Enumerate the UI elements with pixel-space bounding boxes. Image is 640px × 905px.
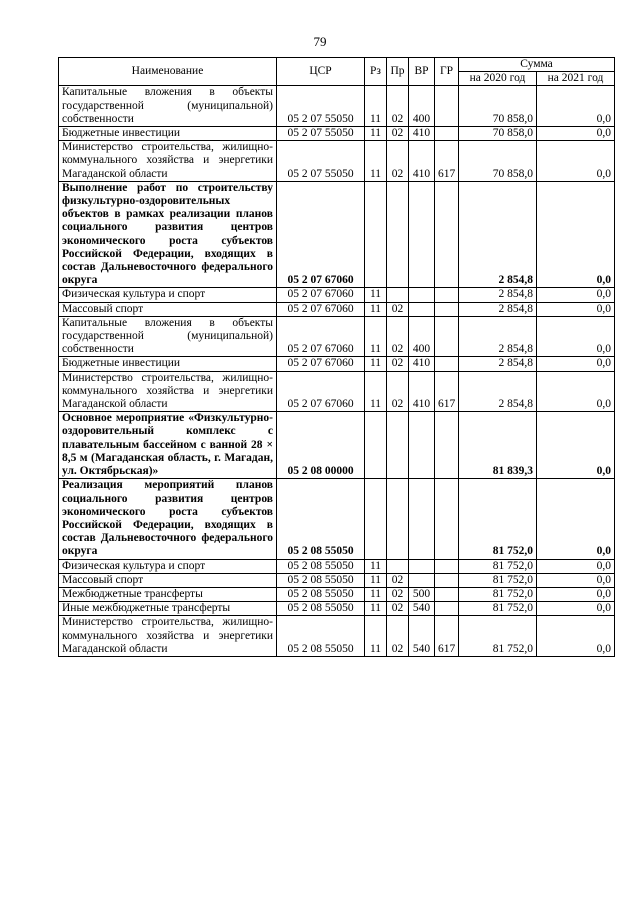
cell-sum-2020: 2 854,8 bbox=[459, 288, 537, 302]
cell-sum-2021: 0,0 bbox=[537, 559, 615, 573]
header-pr: Пр bbox=[387, 58, 409, 86]
cell-gr bbox=[435, 602, 459, 616]
cell-sum-2020: 2 854,8 bbox=[459, 302, 537, 316]
cell-vr bbox=[409, 181, 435, 288]
cell-sum-2021: 0,0 bbox=[537, 412, 615, 479]
header-name: Наименование bbox=[59, 58, 277, 86]
cell-gr bbox=[435, 559, 459, 573]
cell-csr: 05 2 07 55050 bbox=[277, 141, 365, 182]
cell-gr bbox=[435, 302, 459, 316]
table-row bbox=[59, 288, 615, 302]
cell-gr bbox=[435, 86, 459, 127]
table-row bbox=[59, 559, 615, 573]
cell-csr: 05 2 08 55050 bbox=[277, 573, 365, 587]
table-row bbox=[59, 412, 615, 479]
table-row bbox=[59, 616, 615, 657]
cell-vr: 410 bbox=[409, 127, 435, 141]
cell-sum-2020: 70 858,0 bbox=[459, 127, 537, 141]
cell-gr bbox=[435, 412, 459, 479]
cell-pr: 02 bbox=[387, 573, 409, 587]
cell-pr: 02 bbox=[387, 616, 409, 657]
cell-pr: 02 bbox=[387, 316, 409, 357]
cell-csr: 05 2 07 67060 bbox=[277, 302, 365, 316]
cell-gr bbox=[435, 357, 459, 371]
header-year-2021: на 2021 год bbox=[537, 72, 615, 86]
cell-pr: 02 bbox=[387, 127, 409, 141]
cell-vr bbox=[409, 479, 435, 559]
cell-name: Выполнение работ по строительству физкультурно-оздоровительных объектов в рамках реализации планов социального развития центров экономического роста субъектов Российской Федерации, входящих в состав Дальневосточного федерального округа bbox=[59, 181, 277, 288]
cell-rz bbox=[365, 412, 387, 479]
table-row bbox=[59, 181, 615, 288]
cell-name: Министерство строительства, жилищно-коммунального хозяйства и энергетики Магаданской области bbox=[59, 371, 277, 412]
cell-sum-2021: 0,0 bbox=[537, 602, 615, 616]
cell-rz: 11 bbox=[365, 302, 387, 316]
table-row bbox=[59, 316, 615, 357]
cell-pr bbox=[387, 288, 409, 302]
table-row bbox=[59, 127, 615, 141]
cell-vr: 400 bbox=[409, 316, 435, 357]
cell-csr: 05 2 08 55050 bbox=[277, 587, 365, 601]
table-row bbox=[59, 602, 615, 616]
cell-rz: 11 bbox=[365, 288, 387, 302]
cell-vr: 410 bbox=[409, 141, 435, 182]
cell-rz: 11 bbox=[365, 371, 387, 412]
header-rz: Рз bbox=[365, 58, 387, 86]
cell-sum-2020: 81 752,0 bbox=[459, 616, 537, 657]
cell-vr bbox=[409, 412, 435, 479]
cell-pr bbox=[387, 479, 409, 559]
cell-csr: 05 2 07 67060 bbox=[277, 371, 365, 412]
cell-sum-2021: 0,0 bbox=[537, 616, 615, 657]
cell-sum-2021: 0,0 bbox=[537, 141, 615, 182]
cell-pr: 02 bbox=[387, 141, 409, 182]
cell-name: Бюджетные инвестиции bbox=[59, 127, 277, 141]
header-sum: Сумма bbox=[459, 58, 615, 72]
cell-rz bbox=[365, 479, 387, 559]
table-row bbox=[59, 141, 615, 182]
cell-sum-2021: 0,0 bbox=[537, 573, 615, 587]
cell-rz: 11 bbox=[365, 141, 387, 182]
cell-vr bbox=[409, 559, 435, 573]
cell-rz: 11 bbox=[365, 602, 387, 616]
cell-csr: 05 2 08 00000 bbox=[277, 412, 365, 479]
cell-name: Основное мероприятие «Физкультурно-оздоровительный комплекс с плавательным бассейном с ванной 28 × 8,5 м (Магаданская область, г. Магадан, ул. Октябрьская)» bbox=[59, 412, 277, 479]
cell-sum-2021: 0,0 bbox=[537, 181, 615, 288]
cell-pr: 02 bbox=[387, 602, 409, 616]
cell-rz: 11 bbox=[365, 127, 387, 141]
table-header bbox=[59, 58, 615, 86]
cell-sum-2021: 0,0 bbox=[537, 587, 615, 601]
cell-csr: 05 2 08 55050 bbox=[277, 602, 365, 616]
cell-gr bbox=[435, 587, 459, 601]
cell-gr bbox=[435, 316, 459, 357]
cell-sum-2020: 70 858,0 bbox=[459, 141, 537, 182]
cell-sum-2020: 81 752,0 bbox=[459, 559, 537, 573]
cell-rz bbox=[365, 181, 387, 288]
cell-csr: 05 2 07 67060 bbox=[277, 357, 365, 371]
cell-name: Министерство строительства, жилищно-коммунального хозяйства и энергетики Магаданской области bbox=[59, 141, 277, 182]
header-vr: ВР bbox=[409, 58, 435, 86]
cell-rz: 11 bbox=[365, 616, 387, 657]
cell-name: Реализация мероприятий планов социального развития центров экономического роста субъектов Российской Федерации, входящих в состав Дальневосточного федерального округа bbox=[59, 479, 277, 559]
cell-vr: 500 bbox=[409, 587, 435, 601]
cell-sum-2021: 0,0 bbox=[537, 357, 615, 371]
cell-csr: 05 2 07 67060 bbox=[277, 181, 365, 288]
cell-csr: 05 2 08 55050 bbox=[277, 479, 365, 559]
cell-pr: 02 bbox=[387, 86, 409, 127]
cell-rz: 11 bbox=[365, 86, 387, 127]
cell-name: Капитальные вложения в объекты государственной (муниципальной) собственности bbox=[59, 316, 277, 357]
cell-gr: 617 bbox=[435, 141, 459, 182]
cell-pr: 02 bbox=[387, 587, 409, 601]
cell-sum-2020: 81 752,0 bbox=[459, 573, 537, 587]
cell-pr bbox=[387, 181, 409, 288]
cell-vr bbox=[409, 288, 435, 302]
cell-pr: 02 bbox=[387, 371, 409, 412]
cell-vr: 410 bbox=[409, 357, 435, 371]
cell-sum-2020: 2 854,8 bbox=[459, 316, 537, 357]
header-csr: ЦСР bbox=[277, 58, 365, 86]
cell-name: Капитальные вложения в объекты государственной (муниципальной) собственности bbox=[59, 86, 277, 127]
cell-name: Иные межбюджетные трансферты bbox=[59, 602, 277, 616]
cell-pr bbox=[387, 559, 409, 573]
cell-csr: 05 2 08 55050 bbox=[277, 616, 365, 657]
cell-pr bbox=[387, 412, 409, 479]
cell-name: Физическая культура и спорт bbox=[59, 559, 277, 573]
cell-rz: 11 bbox=[365, 559, 387, 573]
table-row bbox=[59, 573, 615, 587]
cell-name: Межбюджетные трансферты bbox=[59, 587, 277, 601]
cell-name: Министерство строительства, жилищно-коммунального хозяйства и энергетики Магаданской области bbox=[59, 616, 277, 657]
cell-csr: 05 2 07 55050 bbox=[277, 86, 365, 127]
cell-sum-2021: 0,0 bbox=[537, 86, 615, 127]
table-row bbox=[59, 587, 615, 601]
cell-sum-2020: 70 858,0 bbox=[459, 86, 537, 127]
cell-csr: 05 2 07 67060 bbox=[277, 316, 365, 357]
cell-vr bbox=[409, 302, 435, 316]
table-row bbox=[59, 357, 615, 371]
cell-name: Массовый спорт bbox=[59, 302, 277, 316]
cell-sum-2020: 2 854,8 bbox=[459, 357, 537, 371]
cell-sum-2020: 81 752,0 bbox=[459, 479, 537, 559]
table-row bbox=[59, 479, 615, 559]
cell-sum-2021: 0,0 bbox=[537, 288, 615, 302]
cell-sum-2021: 0,0 bbox=[537, 127, 615, 141]
budget-table bbox=[58, 57, 615, 657]
cell-pr: 02 bbox=[387, 302, 409, 316]
header-gr: ГР bbox=[435, 58, 459, 86]
cell-gr bbox=[435, 181, 459, 288]
cell-rz: 11 bbox=[365, 316, 387, 357]
cell-gr bbox=[435, 127, 459, 141]
cell-sum-2020: 2 854,8 bbox=[459, 371, 537, 412]
header-year-2020: на 2020 год bbox=[459, 72, 537, 86]
cell-gr: 617 bbox=[435, 371, 459, 412]
cell-name: Массовый спорт bbox=[59, 573, 277, 587]
cell-sum-2020: 81 752,0 bbox=[459, 602, 537, 616]
cell-gr bbox=[435, 573, 459, 587]
cell-vr: 540 bbox=[409, 602, 435, 616]
cell-sum-2020: 81 752,0 bbox=[459, 587, 537, 601]
cell-gr bbox=[435, 288, 459, 302]
cell-name: Физическая культура и спорт bbox=[59, 288, 277, 302]
cell-vr: 540 bbox=[409, 616, 435, 657]
cell-pr: 02 bbox=[387, 357, 409, 371]
cell-sum-2021: 0,0 bbox=[537, 302, 615, 316]
cell-name: Бюджетные инвестиции bbox=[59, 357, 277, 371]
cell-sum-2021: 0,0 bbox=[537, 316, 615, 357]
cell-csr: 05 2 07 55050 bbox=[277, 127, 365, 141]
cell-gr bbox=[435, 479, 459, 559]
cell-rz: 11 bbox=[365, 357, 387, 371]
cell-rz: 11 bbox=[365, 587, 387, 601]
cell-csr: 05 2 07 67060 bbox=[277, 288, 365, 302]
table-row bbox=[59, 302, 615, 316]
cell-gr: 617 bbox=[435, 616, 459, 657]
cell-vr: 400 bbox=[409, 86, 435, 127]
cell-rz: 11 bbox=[365, 573, 387, 587]
cell-csr: 05 2 08 55050 bbox=[277, 559, 365, 573]
cell-sum-2021: 0,0 bbox=[537, 371, 615, 412]
cell-vr bbox=[409, 573, 435, 587]
cell-vr: 410 bbox=[409, 371, 435, 412]
cell-sum-2020: 2 854,8 bbox=[459, 181, 537, 288]
cell-sum-2021: 0,0 bbox=[537, 479, 615, 559]
table-row bbox=[59, 371, 615, 412]
table-body bbox=[59, 86, 615, 657]
cell-sum-2020: 81 839,3 bbox=[459, 412, 537, 479]
page-number: 79 bbox=[313, 34, 327, 49]
table-row bbox=[59, 86, 615, 127]
